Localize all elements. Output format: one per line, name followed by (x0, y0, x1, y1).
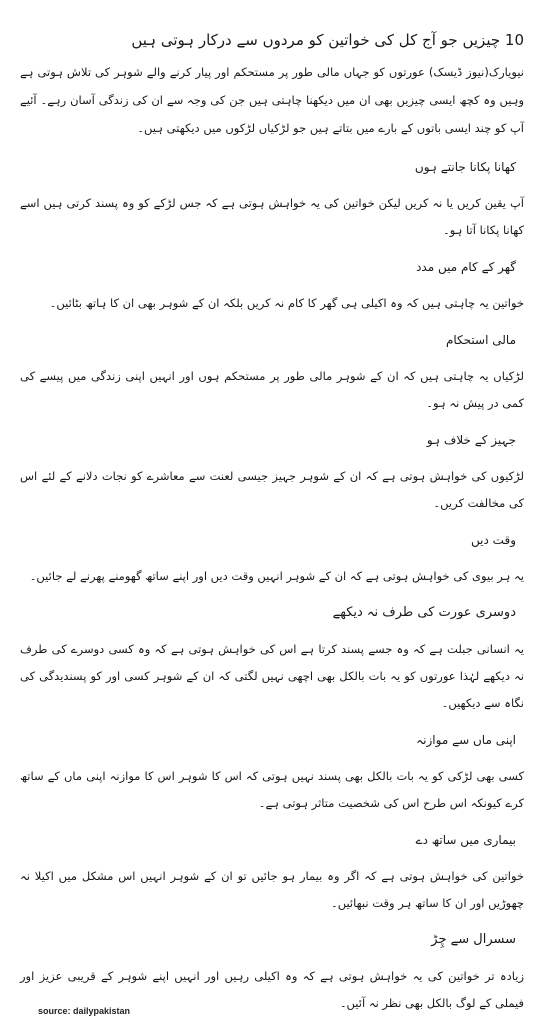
section-body: لڑکیوں کی خواہش ہوتی ہے کہ ان کے شوہر جہیز جیسی لعنت سے معاشرے کو نجات دلانے کے لئے اس کی مخالفت کریں۔ (20, 469, 524, 510)
section-illness-support (20, 829, 524, 917)
section-body: یہ ہر بیوی کی خواہش ہوتی ہے کہ ان کے شوہر انہیں وقت دیں اور اپنے ساتھ گھومنے پھرنے لے جائیں۔ (29, 569, 524, 583)
section-give-time (20, 529, 524, 590)
section-heading: گھر کے کام میں مدد (416, 260, 516, 274)
section-body: کسی بھی لڑکی کو یہ بات بالکل بھی پسند نہیں ہوتی کہ اس کا شوہر اس کا موازنہ اپنی ماں کے ساتھ کرے کیونکہ اس طرح اس کی شخصیت متاثر ہوتی ہے۔ (20, 769, 524, 810)
article-intro: نیویارک(نیوز ڈیسک) عورتوں کو جہاں مالی طور پر مستحکم اور پیار کرنے والے شوہر کی تلاش ہوتی ہے وہیں وہ کچھ ایسی چیزیں بھی ان میں دیکھنا چاہتی ہیں جن کی وجہ سے ان کی زندگی آسان رہے۔ آئیے آپ کو چند ایسی باتوں کے بارے میں بتاتے ہیں جو لڑکیاں لڑکوں میں دیکھتی ہیں۔ (20, 65, 524, 135)
section-against-dowry (20, 429, 524, 517)
section-in-laws (20, 929, 524, 1017)
section-heading: وقت دیں (471, 533, 516, 547)
section-body: خواتین یہ چاہتی ہیں کہ وہ اکیلی ہی گھر کا کام نہ کریں بلکہ ان کے شوہر بھی ان کا ہاتھ بٹائیں۔ (49, 296, 524, 310)
section-heading: کھانا پکانا جانتے ہوں (414, 160, 516, 174)
section-body: زیادہ تر خواتین کی یہ خواہش ہوتی ہے کہ وہ اکیلی رہیں اور انہیں اپنے شوہر کے قریبی عزیز اور فیملی کے لوگ بالکل بھی نظر نہ آئیں۔ (20, 969, 524, 1010)
section-body: آپ یقین کریں یا نہ کریں لیکن خواتین کی یہ خواہش ہوتی ہے کہ جس لڑکے کو وہ پسند کرتی ہیں اسے کھانا پکانا آتا ہو۔ (20, 196, 524, 237)
section-heading: دوسری عورت کی طرف نہ دیکھے (332, 605, 516, 620)
section-body: یہ انسانی جبلت ہے کہ وہ جسے پسند کرتا ہے اس کی خواہش ہوتی ہے کہ وہ کسی دوسرے کی طرف نہ دیکھے لہٰذا عورتوں کو یہ بات بالکل بھی اچھی نہیں لگتی کہ ان کے شوہر کسی اور کو پسندیدگی کی نگاہ سے دیکھیں۔ (20, 642, 524, 710)
section-body: خواتین کی خواہش ہوتی ہے کہ اگر وہ بیمار ہو جائیں تو ان کے شوہر انہیں اس مشکل میں اکیلا نہ چھوڑیں اور ان کا ساتھ ہر وقت نبھائیں۔ (20, 869, 524, 910)
section-heading: بیماری میں ساتھ دے (415, 833, 516, 847)
section-heading: مالی استحکام (445, 333, 516, 347)
source-credit: source: dailypakistan (38, 1006, 131, 1016)
section-body: لڑکیاں یہ چاہتی ہیں کہ ان کے شوہر مالی طور پر مستحکم ہوں اور انہیں اپنی زندگی میں پیسے کی کمی در پیش نہ ہو۔ (20, 369, 524, 410)
section-mother-comparison (20, 729, 524, 817)
article-title: 10 چیزیں جو آج کل کی خواتین کو مردوں سے درکار ہوتی ہیں (131, 31, 524, 49)
section-cooking (20, 156, 524, 244)
section-other-woman (20, 602, 524, 717)
section-heading: سسرال سے چِڑ (431, 932, 516, 947)
section-financial-stability (20, 329, 524, 417)
section-heading: جہیز کے خلاف ہو (426, 433, 516, 447)
section-housework (20, 256, 524, 317)
section-heading: اپنی ماں سے موازنہ (416, 733, 516, 747)
